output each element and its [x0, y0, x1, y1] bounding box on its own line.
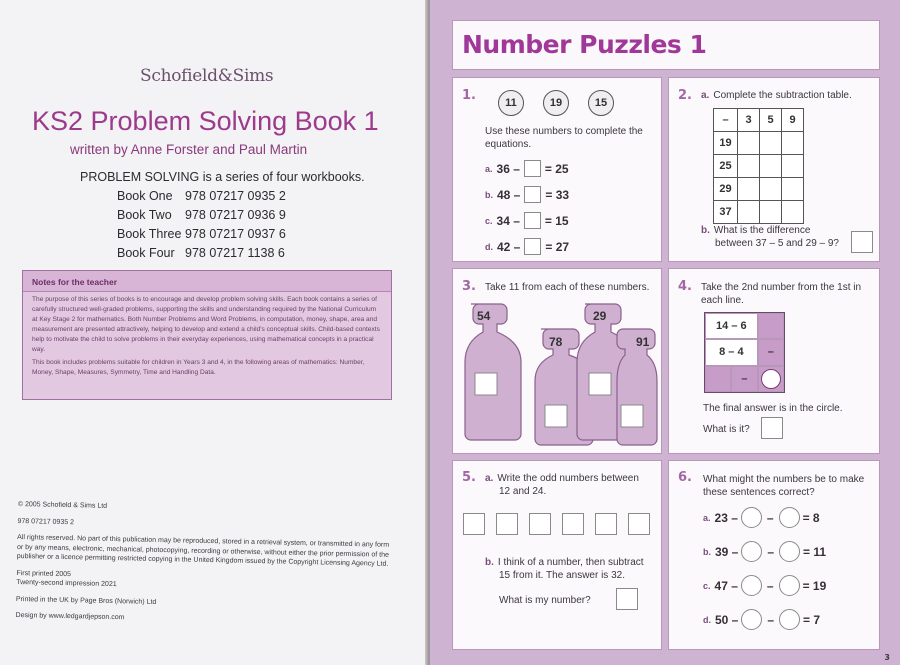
question-number: 4.	[678, 279, 692, 294]
answer-box-row	[463, 513, 650, 535]
teacher-notes-paragraph: This book includes problems suitable for children in Years 3 and 4, in the following areas of mathematics: Number, Money, Shape, Measures, Symmetry, Time and Handling Data.	[32, 359, 365, 376]
item-label: a.	[703, 512, 711, 523]
title-bar	[452, 20, 880, 70]
answer-circle[interactable]	[779, 575, 800, 596]
instruction-text	[701, 225, 810, 236]
table-row-header: 25	[714, 155, 738, 178]
table-cell[interactable]	[782, 178, 804, 201]
bottle-number: 78	[549, 335, 563, 349]
table-row-header: 29	[714, 178, 738, 201]
instruction-text: these sentences correct?	[703, 487, 815, 498]
copyright-line: © 2005 Schofield & Sims Ltd	[17, 500, 108, 510]
publisher-logo: Schofield&Sims	[140, 66, 274, 86]
book-name: Book Four	[117, 246, 175, 260]
table-header-cell: 3	[738, 109, 760, 132]
item-label: d.	[485, 241, 493, 252]
item-label: b.	[485, 189, 493, 200]
instruction-a: Write the odd numbers between	[497, 473, 639, 484]
equation-right: = 33	[545, 187, 570, 202]
item-label: b.	[701, 225, 710, 236]
table-cell[interactable]	[738, 155, 760, 178]
table-cell[interactable]	[760, 201, 782, 224]
answer-circle[interactable]	[779, 541, 800, 562]
authors-line: written by Anne Forster and Paul Martin	[70, 142, 308, 157]
answer-box[interactable]	[524, 186, 541, 203]
bottle-number: 54	[477, 309, 491, 323]
table-header-cell: –	[714, 109, 738, 132]
instruction-text: The final answer is in the circle.	[703, 403, 843, 414]
book-name: Book Three	[117, 227, 182, 241]
equation-right: = 8	[802, 510, 820, 525]
book-row	[117, 246, 286, 265]
impression: Twenty-second impression 2021	[16, 578, 117, 589]
table-row-header: 37	[714, 201, 738, 224]
item-label: a.	[485, 473, 494, 484]
question-3-panel	[452, 268, 662, 454]
equation-operator: –	[767, 544, 775, 559]
answer-box	[589, 373, 611, 395]
answer-circle[interactable]	[779, 609, 800, 630]
book-isbn: 978 07217 1138 6	[185, 246, 285, 260]
grid-cell[interactable]	[758, 313, 784, 339]
instruction-b: I think of a number, then subtract	[497, 557, 644, 568]
table-cell[interactable]	[760, 155, 782, 178]
grid-cell: 14 – 6	[705, 313, 758, 339]
question-number: 1.	[462, 88, 476, 103]
question-number: 6.	[678, 470, 692, 485]
question-number: 5.	[462, 470, 476, 485]
teacher-notes-box	[22, 270, 392, 400]
answer-box[interactable]	[595, 513, 617, 535]
answer-box[interactable]	[524, 160, 541, 177]
answer-box[interactable]	[628, 513, 650, 535]
answer-box[interactable]	[524, 238, 541, 255]
table-cell[interactable]	[782, 201, 804, 224]
instruction-text	[701, 90, 852, 101]
series-line: PROBLEM SOLVING is a series of four workbooks.	[80, 170, 365, 184]
equation-left: 36 –	[496, 161, 520, 176]
instruction-text	[485, 557, 644, 568]
number-circle: 19	[543, 90, 569, 116]
equation-left: 50 –	[715, 612, 739, 627]
answer-circle[interactable]	[761, 369, 781, 389]
answer-circle[interactable]	[779, 507, 800, 528]
question-2-panel	[668, 77, 880, 262]
item-label: c.	[703, 580, 711, 591]
table-cell[interactable]	[782, 155, 804, 178]
subtraction-grid	[704, 312, 785, 393]
answer-box[interactable]	[851, 231, 873, 253]
equation-left: 42 –	[497, 239, 521, 254]
equation-row	[485, 238, 569, 255]
grid-cell: 8 – 4	[705, 339, 758, 365]
question-4-panel	[668, 268, 880, 454]
answer-box[interactable]	[496, 513, 518, 535]
number-circle: 11	[498, 90, 524, 116]
table-header-cell: 5	[760, 109, 782, 132]
grid-cell	[758, 366, 784, 392]
teacher-notes-heading: Notes for the teacher	[23, 271, 391, 292]
instruction-text: What is my number?	[499, 595, 591, 606]
designer: Design by www.ledgardjepson.com	[15, 611, 125, 622]
item-label: c.	[485, 215, 493, 226]
table-cell[interactable]	[760, 178, 782, 201]
equation-left: 39 –	[715, 544, 739, 559]
first-printed: First printed 2005	[16, 569, 72, 578]
equation-row	[703, 541, 826, 562]
instruction-text: 12 and 24.	[499, 486, 547, 497]
question-6-panel	[668, 460, 880, 650]
equation-right: = 7	[803, 612, 821, 627]
answer-circle[interactable]	[741, 609, 762, 630]
table-cell[interactable]	[738, 132, 760, 155]
answer-box[interactable]	[562, 513, 584, 535]
number-circle: 15	[588, 90, 614, 116]
instruction-text: What might the numbers be to make	[703, 474, 865, 485]
weight-bottle	[465, 304, 521, 440]
bottle-number: 91	[636, 335, 650, 349]
answer-box[interactable]	[524, 212, 541, 229]
answer-box	[545, 405, 567, 427]
answer-circle[interactable]	[741, 541, 762, 562]
book-isbn: 978 07217 0935 2	[185, 189, 286, 203]
equation-right: = 19	[802, 578, 827, 593]
equation-right: = 25	[544, 161, 569, 176]
copyright-isbn: 978 07217 0935 2	[17, 517, 75, 526]
answer-box[interactable]	[761, 417, 783, 439]
equation-operator: –	[766, 510, 774, 525]
item-label: b.	[485, 557, 494, 568]
equation-left: 23 –	[714, 510, 738, 525]
book-title: KS2 Problem Solving Book 1	[32, 106, 379, 136]
equation-row	[485, 212, 569, 229]
equation-row	[703, 507, 820, 528]
item-label: a.	[701, 90, 710, 101]
item-label: a.	[485, 163, 493, 174]
instruction-text	[485, 473, 639, 484]
question-number: 3.	[462, 279, 476, 294]
equation-operator: –	[767, 612, 775, 627]
item-label: b.	[703, 546, 711, 557]
equation-operator: –	[766, 578, 774, 593]
answer-circle[interactable]	[741, 575, 762, 596]
printer: Printed in the UK by Page Bros (Norwich) Ltd	[15, 595, 157, 606]
equation-left: 47 –	[714, 578, 738, 593]
instruction-text: equations.	[485, 139, 532, 150]
instruction-text: each line.	[701, 295, 744, 306]
answer-box[interactable]	[529, 513, 551, 535]
equation-right: = 15	[544, 213, 569, 228]
instruction-text: Take 11 from each of these numbers.	[485, 282, 650, 293]
equation-row	[703, 609, 820, 630]
table-cell[interactable]	[738, 178, 760, 201]
worksheet-page	[430, 0, 900, 665]
equation-right: = 11	[803, 544, 827, 559]
item-label: d.	[703, 614, 711, 625]
instruction-text: Take the 2nd number from the 1st in	[701, 282, 862, 293]
book-list	[117, 189, 286, 265]
table-cell[interactable]	[760, 132, 782, 155]
answer-circle[interactable]	[741, 507, 762, 528]
instruction-a: Complete the subtraction table.	[713, 90, 852, 101]
book-isbn: 978 07217 0937 6	[185, 227, 286, 241]
grid-cell: –	[758, 339, 784, 365]
book-row	[117, 227, 286, 246]
equation-row	[485, 160, 569, 177]
answer-box[interactable]	[616, 588, 638, 610]
equation-row	[485, 186, 569, 203]
book-name: Book Two	[117, 208, 172, 222]
rights-text: All rights reserved. No part of this publication may be reproduced, stored in a retrieval system, or transmitted in any form or by any means, electronic, mechanical, photocopying, recording or otherwise, without either the prior permission of the publisher or a licence permitting restricted copying in the United Kingdom issued by the Copyright Licensing Agency Ltd.	[16, 533, 390, 568]
grid-cell[interactable]	[705, 366, 731, 392]
answer-box[interactable]	[463, 513, 485, 535]
teacher-notes-paragraph: The purpose of this series of books is to encourage and develop problem solving skills. Each book contains a series of carefully structured well-graded problems, supporting the skills and understanding required by the National Curriculum at Key Stage 2 for mathematics. Both Number Problems and Word Problems, in computation, money, shape, area and measurement are presented attractively, helping to develop and extend a child's conceptual skills. Child-based contexts help to motivate the child to solve problems in their everyday experiences, using mathematical concepts in a practical way.	[32, 296, 380, 353]
book-name: Book One	[117, 189, 173, 203]
question-1-panel	[452, 77, 662, 262]
subtraction-table	[713, 108, 804, 224]
instruction-text: between 37 – 5 and 29 – 9?	[715, 238, 839, 249]
table-row-header: 19	[714, 132, 738, 155]
bottle-number: 29	[593, 309, 607, 323]
page-number: 3	[884, 653, 890, 662]
book-isbn: 978 07217 0936 9	[185, 208, 286, 222]
book-row	[117, 208, 286, 227]
answer-box	[475, 373, 497, 395]
grid-cell: –	[731, 366, 757, 392]
equation-left: 48 –	[497, 187, 521, 202]
table-cell[interactable]	[782, 132, 804, 155]
instruction-b: What is the difference	[713, 225, 811, 236]
equation-left: 34 –	[496, 213, 520, 228]
question-5-panel	[452, 460, 662, 650]
instruction-text: 15 from it. The answer is 32.	[499, 570, 625, 581]
table-header-cell: 9	[782, 109, 804, 132]
copyright-block	[15, 500, 398, 635]
book-row	[117, 189, 286, 208]
equation-right: = 27	[545, 239, 570, 254]
page-title: Number Puzzles 1	[462, 30, 707, 59]
inside-cover-page	[0, 0, 428, 665]
instruction-text: What is it?	[703, 424, 750, 435]
equation-row	[703, 575, 826, 596]
answer-box	[621, 405, 643, 427]
instruction-text: Use these numbers to complete the	[485, 126, 643, 137]
question-number: 2.	[678, 88, 692, 103]
table-cell[interactable]	[738, 201, 760, 224]
